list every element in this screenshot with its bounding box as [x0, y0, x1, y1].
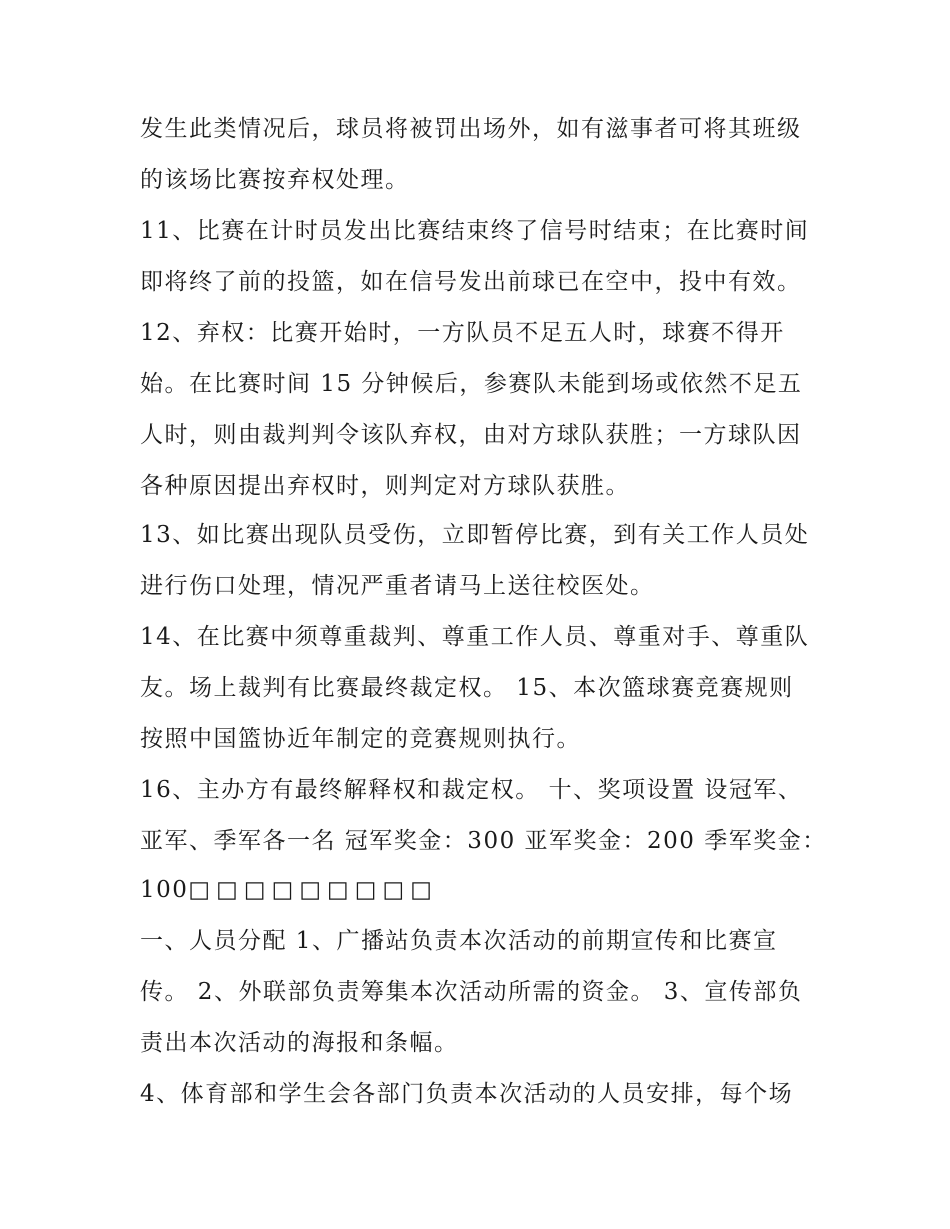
text-line-6: 始。在比赛时间 15 分钟候后，参赛队未能到场或依然不足五	[140, 371, 803, 397]
text-line-17: 一、人员分配 1、广播站负责本次活动的前期宣传和比赛宣	[140, 928, 778, 954]
text-line-9: 13、如比赛出现队员受伤，立即暂停比赛，到有关工作人员处	[140, 522, 810, 548]
text-line-12: 友。场上裁判有比赛最终裁定权。 15、本次篮球赛竞赛规则	[140, 675, 794, 701]
text-line-16	[140, 875, 438, 905]
text-line-11: 14、在比赛中须尊重裁判、尊重工作人员、尊重对手、尊重队	[140, 624, 810, 650]
text-line-1: 发生此类情况后，球员将被罚出场外，如有滋事者可将其班级	[140, 116, 802, 142]
text-line-20: 4、体育部和学生会各部门负责本次活动的人员安排，每个场	[140, 1081, 794, 1107]
text-line-8: 各种原因提出弃权时，则判定对方球队获胜。	[140, 473, 630, 499]
text-line-7: 人时，则由裁判判令该队弃权，由对方球队获胜；一方球队因	[140, 422, 802, 448]
text-line-14: 16、主办方有最终解释权和裁定权。 十、奖项设置 设冠军、	[140, 777, 803, 803]
missing-glyph-boxes: □□□□□□□□□	[188, 877, 438, 903]
text-line-15: 亚军、季军各一名 冠军奖金：300 亚军奖金：200 季军奖金：	[140, 828, 827, 854]
text-line-18: 传。 2、外联部负责筹集本次活动所需的资金。 3、宣传部负	[140, 979, 803, 1005]
text-line-4: 即将终了前的投篮，如在信号发出前球已在空中，投中有效。	[140, 269, 802, 295]
text-line-13: 按照中国篮协近年制定的竞赛规则执行。	[140, 726, 581, 752]
prize-amount: 100	[140, 877, 189, 903]
text-line-19: 责出本次活动的海报和条幅。	[140, 1030, 459, 1056]
text-line-10: 进行伤口处理，情况严重者请马上送往校医处。	[140, 573, 655, 599]
text-line-2: 的该场比赛按弃权处理。	[140, 167, 410, 193]
text-line-3: 11、比赛在计时员发出比赛结束终了信号时结束；在比赛时间	[140, 218, 810, 244]
text-line-5: 12、弃权：比赛开始时，一方队员不足五人时，球赛不得开	[140, 320, 785, 346]
